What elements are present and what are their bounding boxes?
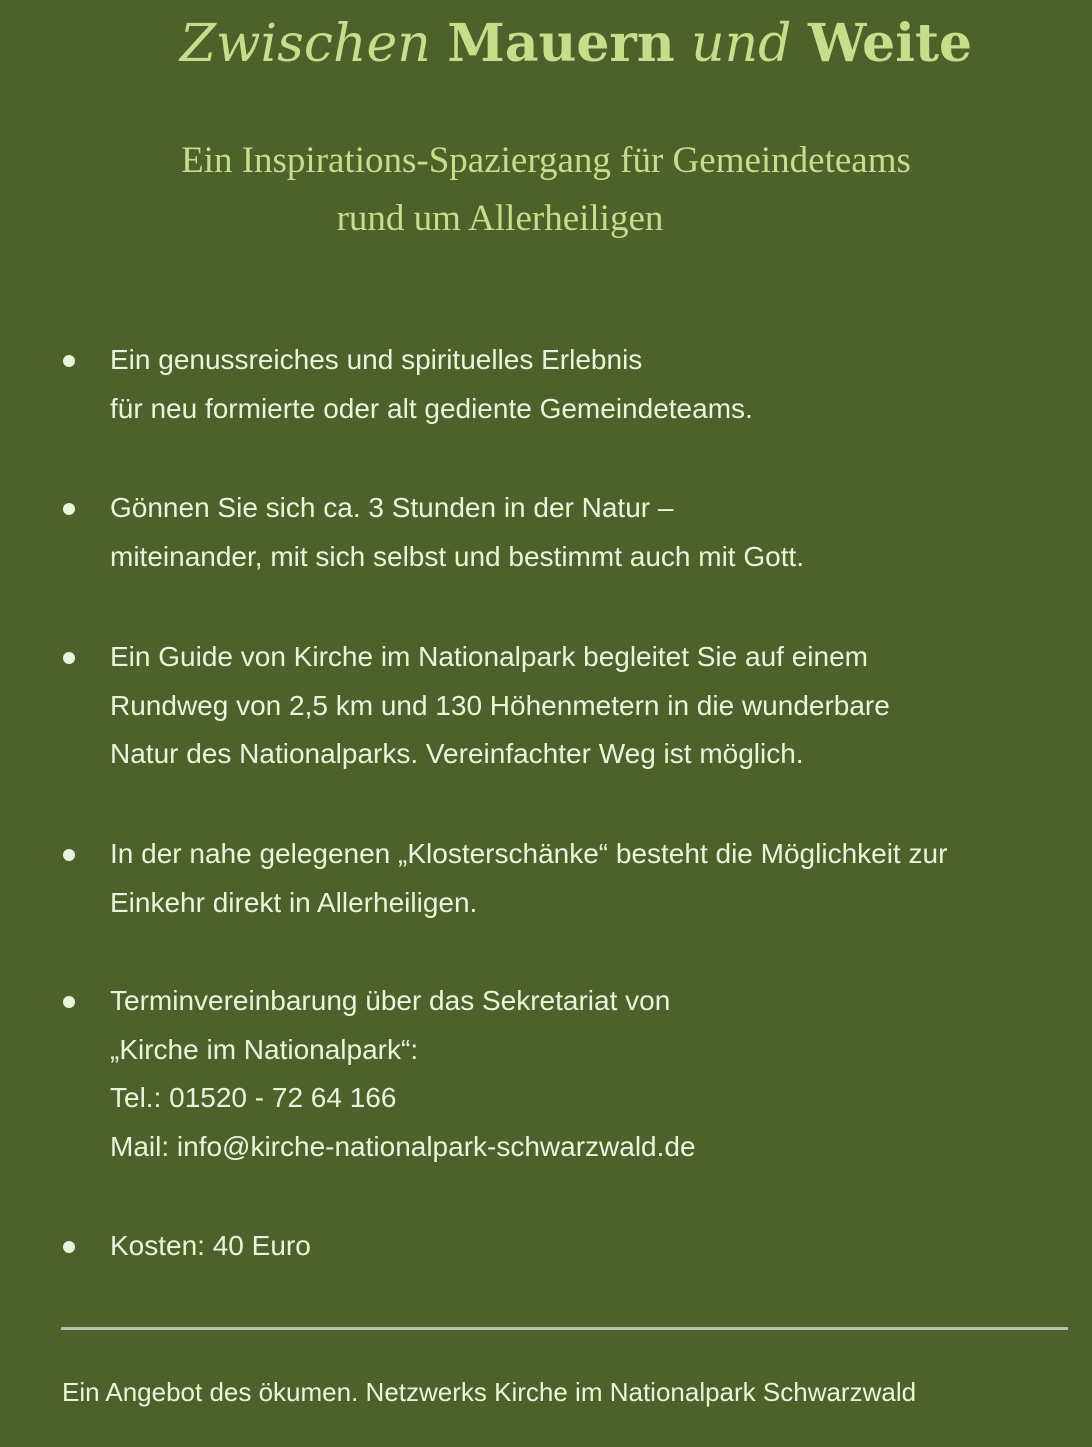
bullet-line: Gönnen Sie sich ca. 3 Stunden in der Natur – bbox=[110, 492, 674, 523]
bullet-text bbox=[110, 1222, 1085, 1271]
bullet-text bbox=[110, 830, 1085, 927]
bullet-dot-icon bbox=[63, 996, 75, 1008]
bullet-text bbox=[110, 336, 1085, 433]
title-word-mauern: Mauern bbox=[447, 13, 675, 74]
contact-phone: Tel.: 01520 - 72 64 166 bbox=[110, 1082, 397, 1113]
bullet-dot-icon bbox=[63, 849, 75, 861]
bullet-line: Rundweg von 2,5 km und 130 Höhenmetern in die wunderbare bbox=[110, 689, 890, 721]
subtitle-line-1: Ein Inspirations-Spaziergang für Gemeindeteams bbox=[181, 140, 911, 181]
contact-email: Mail: info@kirche-nationalpark-schwarzwald.de bbox=[110, 1130, 696, 1162]
bullet-text bbox=[110, 484, 1085, 581]
bullet-line: Terminvereinbarung über das Sekretariat von bbox=[110, 985, 671, 1016]
bullet-dot-icon bbox=[63, 1241, 75, 1253]
bullet-line: Natur des Nationalparks. Vereinfachter Weg ist möglich. bbox=[110, 738, 804, 769]
bullet-line: „Kirche im Nationalpark“: bbox=[110, 1033, 419, 1065]
footer-divider bbox=[61, 1327, 1068, 1330]
footer-text: Ein Angebot des ökumen. Netzwerks Kirche im Nationalpark Schwarzwald bbox=[62, 1377, 917, 1407]
title-word-zwischen: Zwischen bbox=[179, 14, 431, 74]
bullet-dot-icon bbox=[63, 503, 75, 515]
bullet-line: Einkehr direkt in Allerheiligen. bbox=[110, 886, 478, 918]
bullet-dot-icon bbox=[63, 355, 75, 367]
title-word-weite: Weite bbox=[807, 13, 973, 74]
bullet-line: In der nahe gelegenen „Klosterschänke“ besteht die Möglichkeit zur bbox=[110, 838, 948, 869]
page-subtitle bbox=[0, 132, 1092, 248]
title-word-und: und bbox=[691, 14, 792, 74]
bullet-text bbox=[110, 977, 1085, 1171]
subtitle-line-2: rund um Allerheiligen bbox=[336, 198, 664, 239]
bullet-line: Ein genussreiches und spirituelles Erlebnis bbox=[110, 344, 643, 375]
bullet-text bbox=[110, 633, 1085, 779]
bullet-line: miteinander, mit sich selbst und bestimmt auch mit Gott. bbox=[110, 540, 805, 572]
bullet-line: Ein Guide von Kirche im Nationalpark begleitet Sie auf einem bbox=[110, 641, 868, 672]
bullet-dot-icon bbox=[63, 652, 75, 664]
page-title bbox=[0, 8, 1092, 80]
bullet-line: Kosten: 40 Euro bbox=[110, 1230, 311, 1261]
bullet-line: für neu formierte oder alt gediente Gemeindeteams. bbox=[110, 392, 753, 424]
